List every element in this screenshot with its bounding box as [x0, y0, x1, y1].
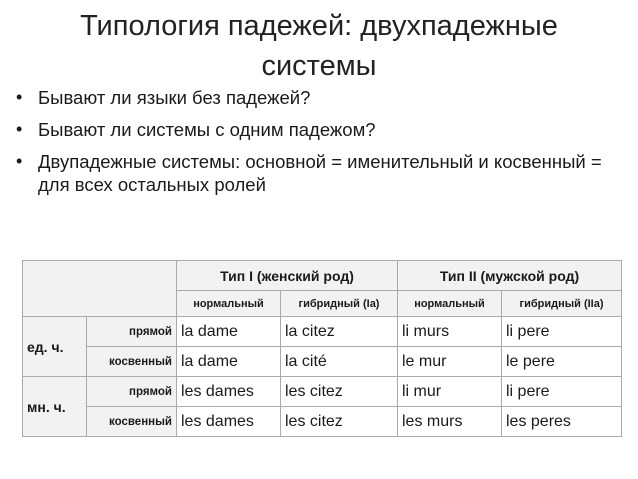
slide-title-line-1: Типология падежей: двухпадежные	[80, 10, 558, 42]
table-cell: les citez	[281, 377, 398, 407]
table-cell: les dames	[177, 377, 281, 407]
table-cell: li mur	[398, 377, 502, 407]
subheader-cell: нормальный	[398, 291, 502, 317]
table-corner-cell	[23, 261, 177, 317]
case-label-cell: косвенный	[87, 407, 177, 437]
table-cell: li pere	[502, 377, 622, 407]
subheader-cell: гибридный (IIa)	[502, 291, 622, 317]
subheader-cell: нормальный	[177, 291, 281, 317]
slide-title	[0, 6, 638, 86]
table-cell: la dame	[177, 347, 281, 377]
table-header-row	[23, 261, 622, 291]
bullet-dot-icon: •	[16, 87, 23, 107]
case-table	[22, 260, 622, 437]
type-1-header: Тип I (женский род)	[177, 261, 398, 291]
table-cell: la dame	[177, 317, 281, 347]
table-cell: le mur	[398, 347, 502, 377]
bullet-text: Бывают ли языки без падежей?	[38, 87, 311, 108]
table-row	[23, 407, 622, 437]
bullet-item	[14, 150, 624, 196]
number-cell: ед. ч.	[23, 317, 87, 377]
bullet-list	[14, 86, 624, 205]
table-cell: li pere	[502, 317, 622, 347]
table-cell: les dames	[177, 407, 281, 437]
table-cell: le pere	[502, 347, 622, 377]
table-row	[23, 377, 622, 407]
case-label-cell: прямой	[87, 377, 177, 407]
table-row	[23, 347, 622, 377]
type-2-header: Тип II (мужской род)	[398, 261, 622, 291]
case-label-cell: косвенный	[87, 347, 177, 377]
bullet-text: Двупадежные системы: основной = именительный и косвенный = для всех остальных ролей	[38, 151, 602, 195]
table-row	[23, 317, 622, 347]
number-cell: мн. ч.	[23, 377, 87, 437]
bullet-dot-icon: •	[16, 119, 23, 139]
table-cell: les peres	[502, 407, 622, 437]
subheader-cell: гибридный (Ia)	[281, 291, 398, 317]
case-label-cell: прямой	[87, 317, 177, 347]
table-cell: les murs	[398, 407, 502, 437]
table-cell: la cité	[281, 347, 398, 377]
slide-title-line-2: системы	[261, 50, 377, 82]
bullet-text: Бывают ли системы с одним падежом?	[38, 119, 376, 140]
table-cell: li murs	[398, 317, 502, 347]
bullet-item	[14, 118, 624, 141]
table-cell: les citez	[281, 407, 398, 437]
bullet-dot-icon: •	[16, 151, 23, 171]
bullet-item	[14, 86, 624, 109]
table-cell: la citez	[281, 317, 398, 347]
